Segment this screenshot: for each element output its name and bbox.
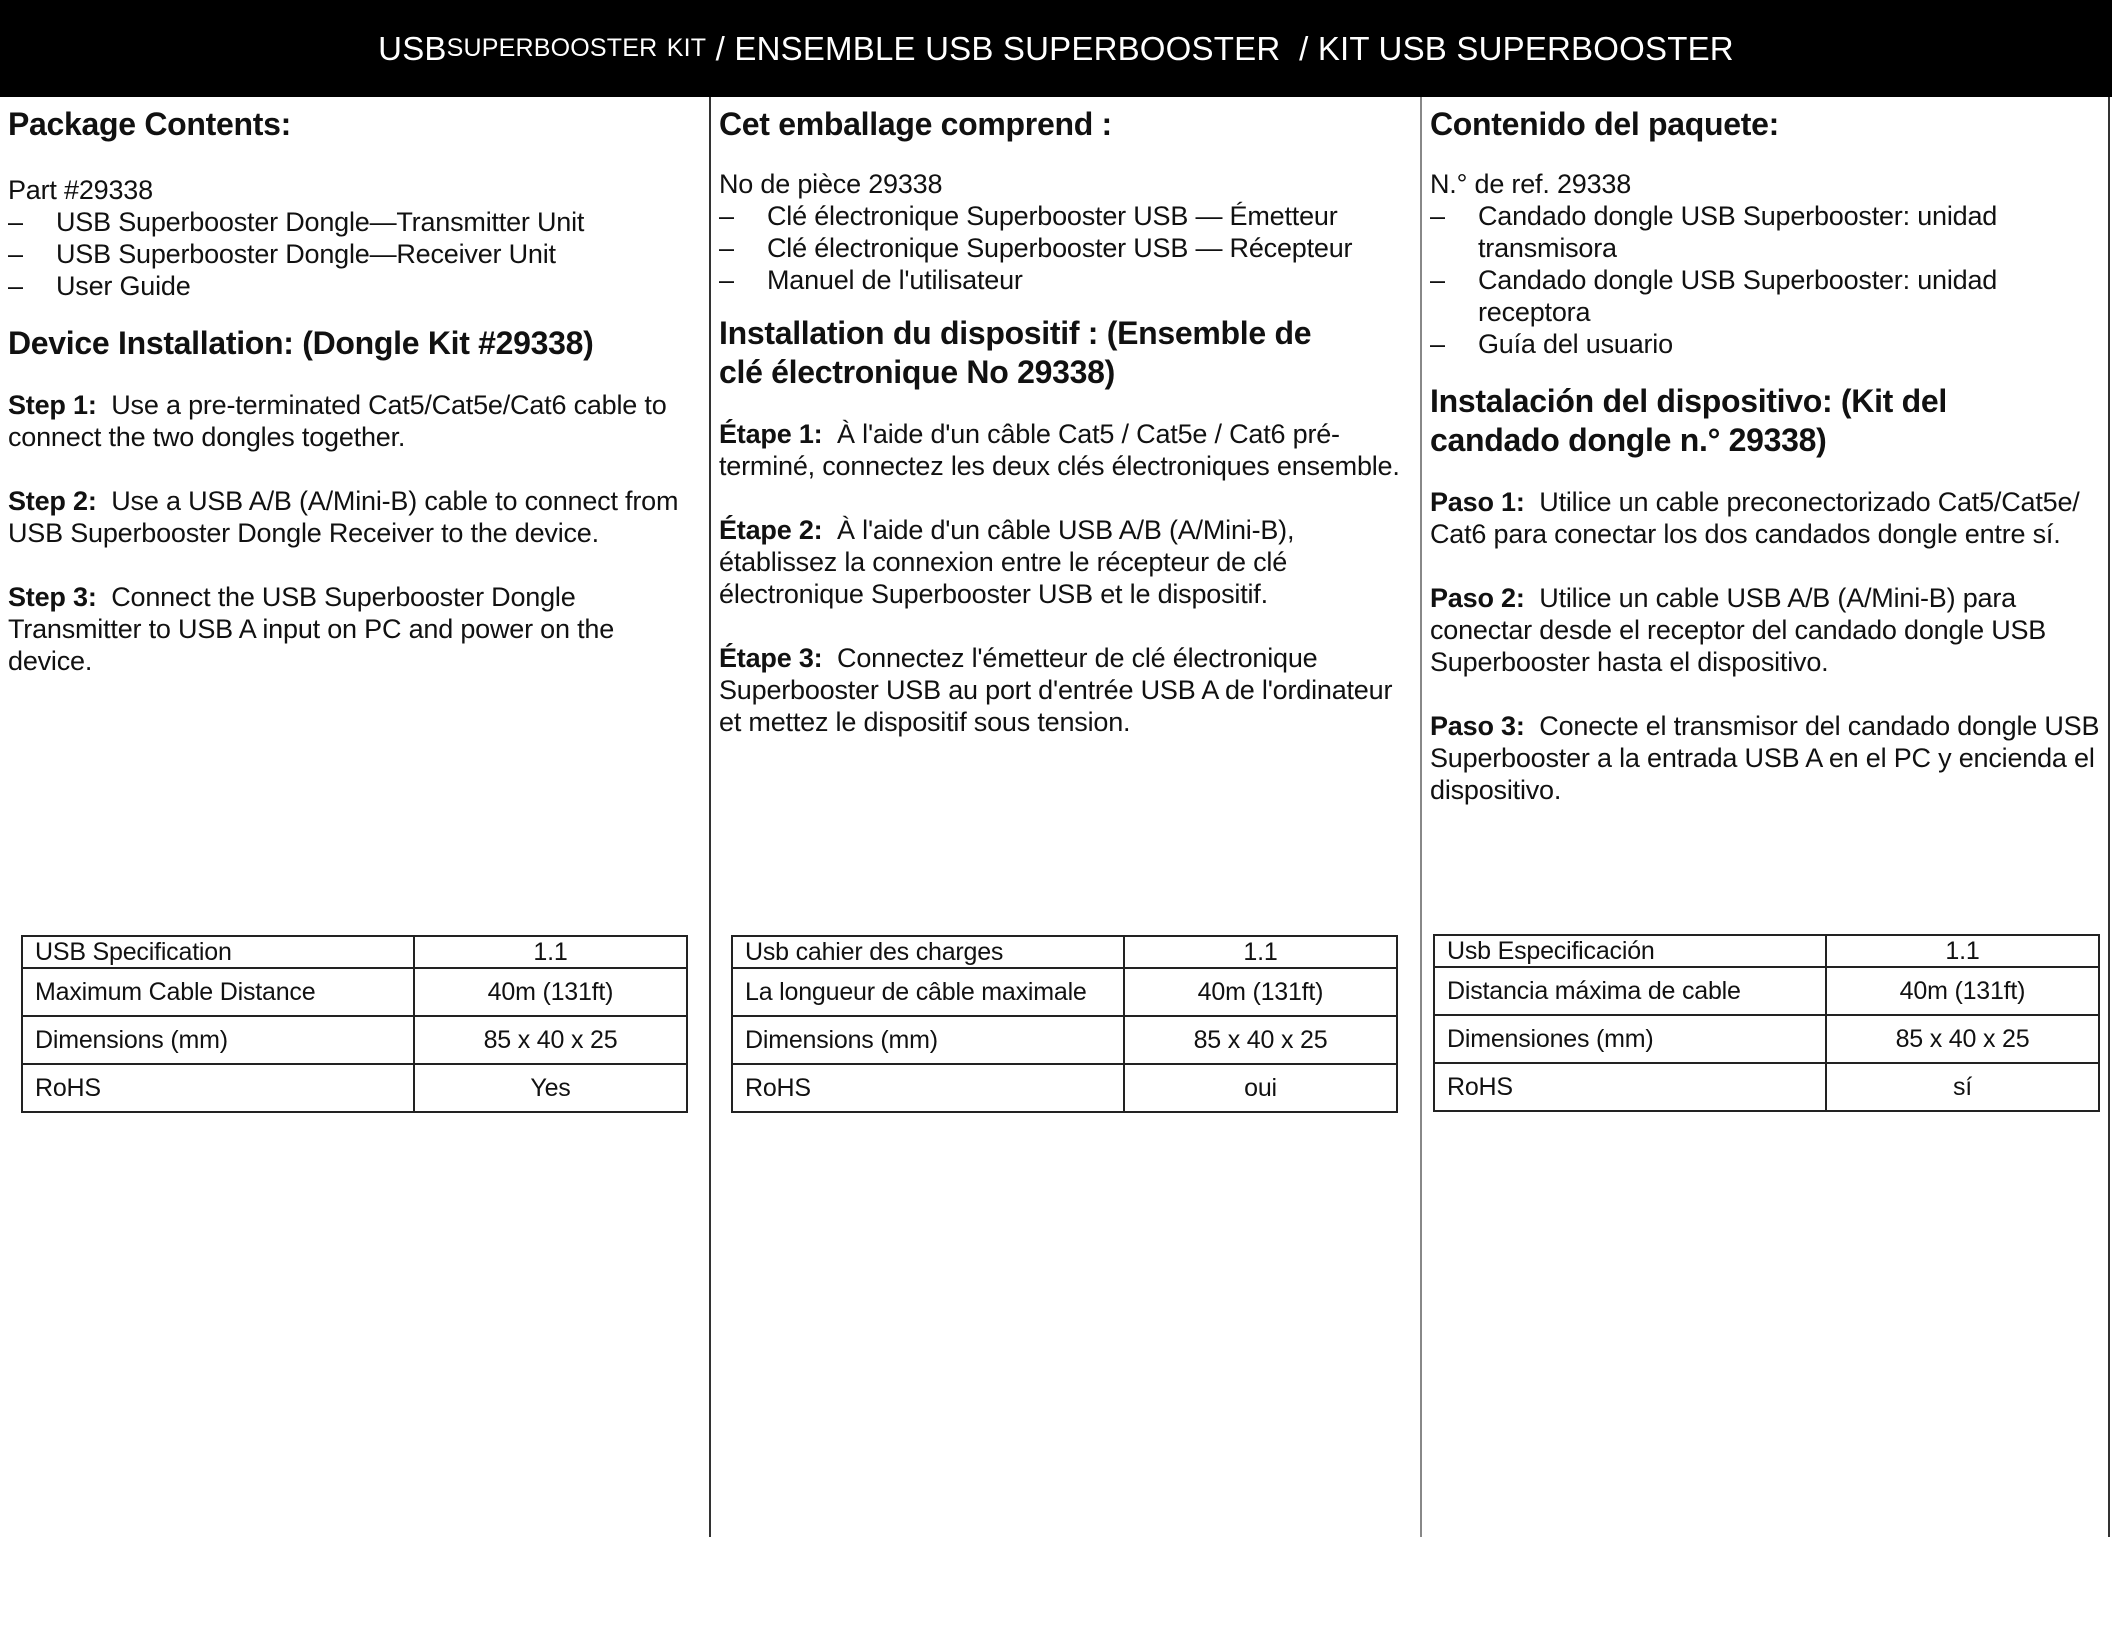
- spec-table-fr: [731, 935, 1398, 1113]
- step-2-es: Paso 2: Utilice un cable USB A/B (A/Mini-B) para conectar desde el receptor del candado dongle USB Superbooster hasta el dispositivo.: [1430, 583, 2047, 677]
- french-column: [709, 97, 1420, 1537]
- spanish-column: [1420, 97, 2112, 1537]
- document-title: [0, 0, 2112, 97]
- list-item: – User Guide: [8, 271, 191, 301]
- table-row: Maximum Cable Distance 40m (131ft): [22, 968, 687, 1016]
- spec-table-es: [1433, 934, 2100, 1112]
- step-3-es: Paso 3: Conecte el transmisor del candado dongle USB Superbooster a la entrada USB A en el PC y encienda el dispositivo.: [1430, 711, 2100, 805]
- table-row: Dimensiones (mm) 85 x 40 x 25: [1434, 1015, 2099, 1063]
- part-number-en: Part #29338: [8, 175, 153, 205]
- part-number-fr: No de pièce 29338: [719, 169, 943, 199]
- list-item: – Guía del usuario: [1430, 329, 1673, 359]
- table-row: RoHS Yes: [22, 1064, 687, 1112]
- title-superbooster: SUPERBOOSTER: [446, 34, 658, 62]
- list-item: – USB Superbooster Dongle—Receiver Unit: [8, 239, 556, 269]
- list-item: – Candado dongle USB Superbooster: unidad receptora: [1430, 265, 1998, 327]
- spec-table-en: [21, 935, 688, 1113]
- table-row: Usb cahier des charges 1.1: [732, 936, 1397, 968]
- right-rule: [2108, 97, 2110, 1537]
- title-rest: / ENSEMBLE USB SUPERBOOSTER / KIT USB SUPERBOOSTER: [706, 29, 1734, 67]
- list-item: – Manuel de l'utilisateur: [719, 265, 1023, 295]
- step-3-en: Step 3: Connect the USB Superbooster Dongle Transmitter to USB A input on PC and power on the device.: [8, 582, 615, 676]
- contents-heading-fr: Cet emballage comprend :: [719, 106, 1112, 142]
- install-heading-en: Device Installation: (Dongle Kit #29338): [8, 325, 594, 361]
- list-item: – Candado dongle USB Superbooster: unidad transmisora: [1430, 201, 1998, 263]
- title-space: [657, 30, 666, 68]
- step-2-en: Step 2: Use a USB A/B (A/Mini-B) cable to connect from USB Superbooster Dongle Receiver to the device.: [8, 486, 679, 548]
- step-1-fr: Étape 1: À l'aide d'un câble Cat5 / Cat5e / Cat6 pré-terminé, connectez les deux clés électroniques ensemble.: [719, 419, 1400, 481]
- table-row: USB Specification 1.1: [22, 936, 687, 968]
- list-item: – USB Superbooster Dongle—Transmitter Unit: [8, 207, 585, 237]
- list-item: – Clé électronique Superbooster USB — Récepteur: [719, 233, 1353, 263]
- contents-list-en: [8, 206, 701, 302]
- contents-list-es: [1430, 200, 2104, 360]
- step-1-en: Step 1: Use a pre-terminated Cat5/Cat5e/Cat6 cable to connect the two dongles together.: [8, 390, 667, 452]
- contents-list-fr: [719, 200, 1412, 296]
- step-2-fr: Étape 2: À l'aide d'un câble USB A/B (A/Mini-B), établissez la connexion entre le récepteur de clé électronique Superbooster USB et le dispositif.: [719, 515, 1295, 609]
- table-row: Dimensions (mm) 85 x 40 x 25: [732, 1016, 1397, 1064]
- table-row: Usb Especificación 1.1: [1434, 935, 2099, 967]
- list-item: – Clé électronique Superbooster USB — Émetteur: [719, 201, 1338, 231]
- contents-heading-en: Package Contents:: [8, 106, 291, 142]
- title-usb: USB: [378, 29, 447, 67]
- english-column: [0, 97, 709, 1537]
- table-row: RoHS sí: [1434, 1063, 2099, 1111]
- part-number-es: N.° de ref. 29338: [1430, 169, 1632, 199]
- step-1-es: Paso 1: Utilice un cable preconectorizado Cat5/Cat5e/ Cat6 para conectar los dos candados dongle entre sí.: [1430, 487, 2080, 549]
- title-kit: KIT: [666, 34, 707, 62]
- table-row: La longueur de câble maximale 40m (131ft): [732, 968, 1397, 1016]
- install-heading-fr: Installation du dispositif : (Ensemble de clé électronique No 29338): [719, 315, 1312, 390]
- contents-heading-es: Contenido del paquete:: [1430, 106, 1779, 142]
- step-3-fr: Étape 3: Connectez l'émetteur de clé électronique Superbooster USB au port d'entrée USB A de l'ordinateur et mettez le dispositif sous tension.: [719, 643, 1393, 737]
- table-row: RoHS oui: [732, 1064, 1397, 1112]
- table-row: Distancia máxima de cable 40m (131ft): [1434, 967, 2099, 1015]
- table-row: Dimensions (mm) 85 x 40 x 25: [22, 1016, 687, 1064]
- install-heading-es: Instalación del dispositivo: (Kit del candado dongle n.° 29338): [1430, 383, 1947, 458]
